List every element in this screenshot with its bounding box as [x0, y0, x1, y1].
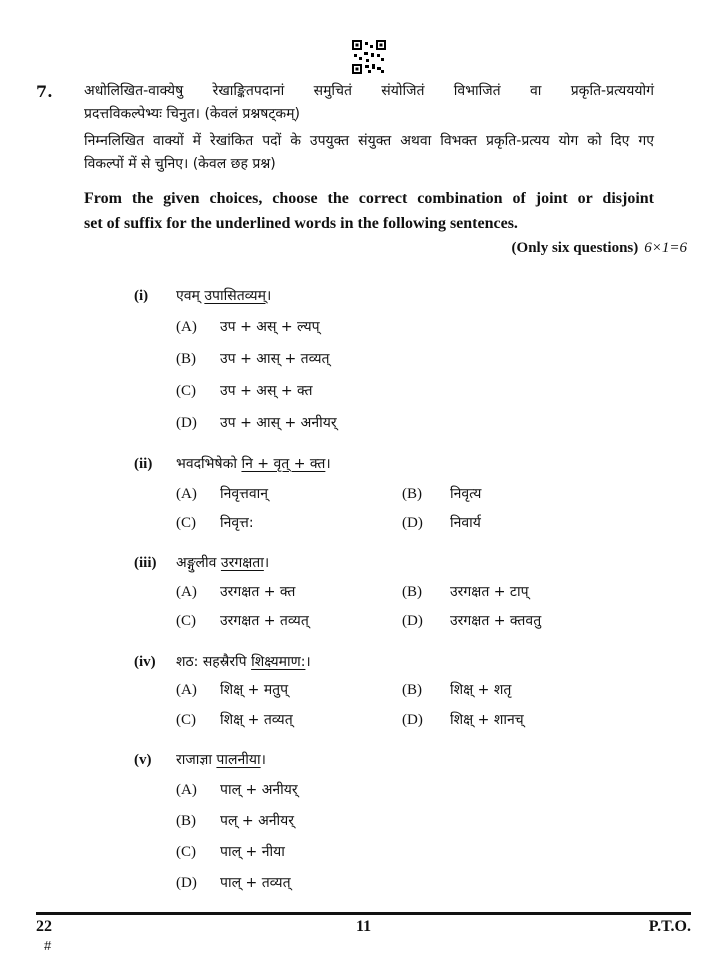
- marks-info: [512, 238, 687, 257]
- danda: ।: [305, 654, 311, 670]
- option-iii-a[interactable]: [176, 580, 295, 602]
- option-text: शिक्ष् + मतुप्: [220, 682, 289, 698]
- option-text: निवृत्त:: [220, 515, 254, 531]
- option-iii-c[interactable]: [176, 609, 309, 631]
- option-label: (C): [176, 383, 196, 399]
- option-label: (B): [402, 584, 422, 600]
- option-label: (C): [176, 844, 196, 860]
- option-text: उप + आस् + अनीयर्: [220, 415, 337, 431]
- option-text: शिक्ष् + शतृ: [450, 682, 512, 698]
- option-iii-b[interactable]: [402, 580, 529, 602]
- danda: ।: [325, 456, 331, 472]
- option-label: (B): [402, 486, 422, 502]
- qr-code: [352, 40, 386, 74]
- stem-text: राजाज्ञा: [176, 752, 217, 768]
- option-i-b[interactable]: [176, 347, 330, 369]
- hash-mark: #: [44, 938, 52, 953]
- instruction-hindi-line2: विकल्पों में से चुनिए। (केवल छह प्रश्न): [84, 156, 276, 172]
- option-ii-a[interactable]: [176, 482, 268, 504]
- option-i-d[interactable]: [176, 411, 337, 433]
- option-text: उप + अस् + क्त: [220, 383, 313, 399]
- option-iii-d[interactable]: [402, 609, 541, 631]
- option-text: शिक्ष् + शानच्: [450, 712, 524, 728]
- option-text: उप + आस् + तव्यत्: [220, 351, 330, 367]
- question-number: 7.: [36, 82, 53, 101]
- option-v-a[interactable]: [176, 778, 298, 800]
- danda: ।: [263, 555, 270, 571]
- option-label: (C): [176, 712, 196, 728]
- instruction-sanskrit-line1: अधोलिखित-वाक्येषु रेखाङ्कितपदानां समुचितं संयोजितं विभाजितं वा प्रकृति-प्रत्यययोगं: [84, 83, 654, 99]
- option-v-c[interactable]: [176, 840, 285, 862]
- option-label: (C): [176, 613, 196, 629]
- option-text: पाल् + तव्यत्: [220, 875, 291, 891]
- subquestion-number: (i): [134, 288, 149, 304]
- option-text: शिक्ष् + तव्यत्: [220, 712, 293, 728]
- option-iv-b[interactable]: [402, 678, 511, 700]
- marks-value: 6×1=6: [644, 240, 687, 256]
- option-text: पाल् + अनीयर्: [220, 782, 298, 798]
- underlined-word: पालनीया: [216, 752, 261, 768]
- option-iv-d[interactable]: [402, 708, 524, 730]
- option-label: (D): [176, 415, 197, 431]
- option-label: (A): [176, 486, 197, 502]
- underlined-word: नि + वृत् + क्त: [241, 456, 326, 472]
- instruction-english-line1: From the given choices, choose the correct combination of joint or disjoint: [84, 190, 654, 207]
- option-label: (A): [176, 584, 197, 600]
- option-label: (D): [402, 515, 423, 531]
- option-text: उरगक्षत + क्तवतु: [450, 613, 542, 629]
- option-text: पाल् + नीया: [220, 844, 285, 860]
- option-v-d[interactable]: [176, 871, 291, 893]
- stem-text: अङ्गुलीव: [176, 555, 221, 571]
- option-text: उरगक्षत + तव्यत्: [220, 613, 309, 629]
- option-text: उरगक्षत + टाप्: [450, 584, 529, 600]
- stem-text: एवम्: [176, 288, 205, 304]
- option-i-a[interactable]: [176, 315, 320, 337]
- option-label: (B): [402, 682, 422, 698]
- option-iv-c[interactable]: [176, 708, 293, 730]
- option-text: निवार्य: [450, 515, 481, 531]
- footer-divider: [36, 912, 691, 915]
- subquestion-number: (iv): [134, 654, 156, 670]
- underlined-word: शिक्ष्यमाण:: [251, 654, 306, 670]
- instruction-english-line2: set of suffix for the underlined words in the following sentences.: [84, 215, 518, 232]
- subquestion-number: (ii): [134, 456, 153, 472]
- option-ii-c[interactable]: [176, 511, 254, 533]
- pto-label: P.T.O.: [648, 918, 691, 935]
- option-label: (B): [176, 813, 196, 829]
- instruction-hindi-line1: निम्नलिखित वाक्यों में रेखांकित पदों के उपयुक्त संयुक्त अथवा विभक्त प्रकृति-प्रत्यय योग को दिए गए: [84, 133, 654, 149]
- option-label: (A): [176, 682, 197, 698]
- option-label: (C): [176, 515, 196, 531]
- subquestion-iii: [134, 551, 269, 573]
- option-label: (D): [176, 875, 197, 891]
- stem-text: शठ: सहस्रैरपि: [176, 654, 252, 670]
- option-text: पल् + अनीयर्: [220, 813, 295, 829]
- option-ii-b[interactable]: [402, 482, 481, 504]
- option-text: निवृत्य: [450, 486, 482, 502]
- option-label: (A): [176, 319, 197, 335]
- underlined-word: उपासितव्यम्: [204, 288, 266, 304]
- subquestion-number: (v): [134, 752, 152, 768]
- subquestion-i: [134, 284, 271, 306]
- marks-text: (Only six questions): [511, 240, 639, 256]
- subquestion-v: [134, 748, 266, 770]
- danda: ।: [260, 752, 266, 768]
- page-number: 11: [356, 918, 372, 935]
- underlined-word: उरगक्षता: [220, 555, 264, 571]
- option-label: (A): [176, 782, 197, 798]
- subquestion-number: (iii): [134, 555, 157, 571]
- option-text: उरगक्षत + क्त: [220, 584, 296, 600]
- option-iv-a[interactable]: [176, 678, 288, 700]
- option-text: उप + अस् + ल्यप्: [220, 319, 320, 335]
- option-label: (D): [402, 613, 423, 629]
- stem-text: भवदभिषेको: [176, 456, 242, 472]
- subquestion-iv: [134, 650, 311, 672]
- danda: ।: [265, 288, 272, 304]
- option-label: (B): [176, 351, 196, 367]
- option-i-c[interactable]: [176, 379, 313, 401]
- subquestion-ii: [134, 452, 331, 474]
- option-ii-d[interactable]: [402, 511, 481, 533]
- instruction-sanskrit-line2: प्रदत्तविकल्पेभ्यः चिनुत। (केवलं प्रश्नषट्कम्): [84, 106, 300, 122]
- footer-code: 22: [36, 918, 52, 935]
- option-v-b[interactable]: [176, 809, 294, 831]
- option-label: (D): [402, 712, 423, 728]
- option-text: निवृत्तवान्: [220, 486, 269, 502]
